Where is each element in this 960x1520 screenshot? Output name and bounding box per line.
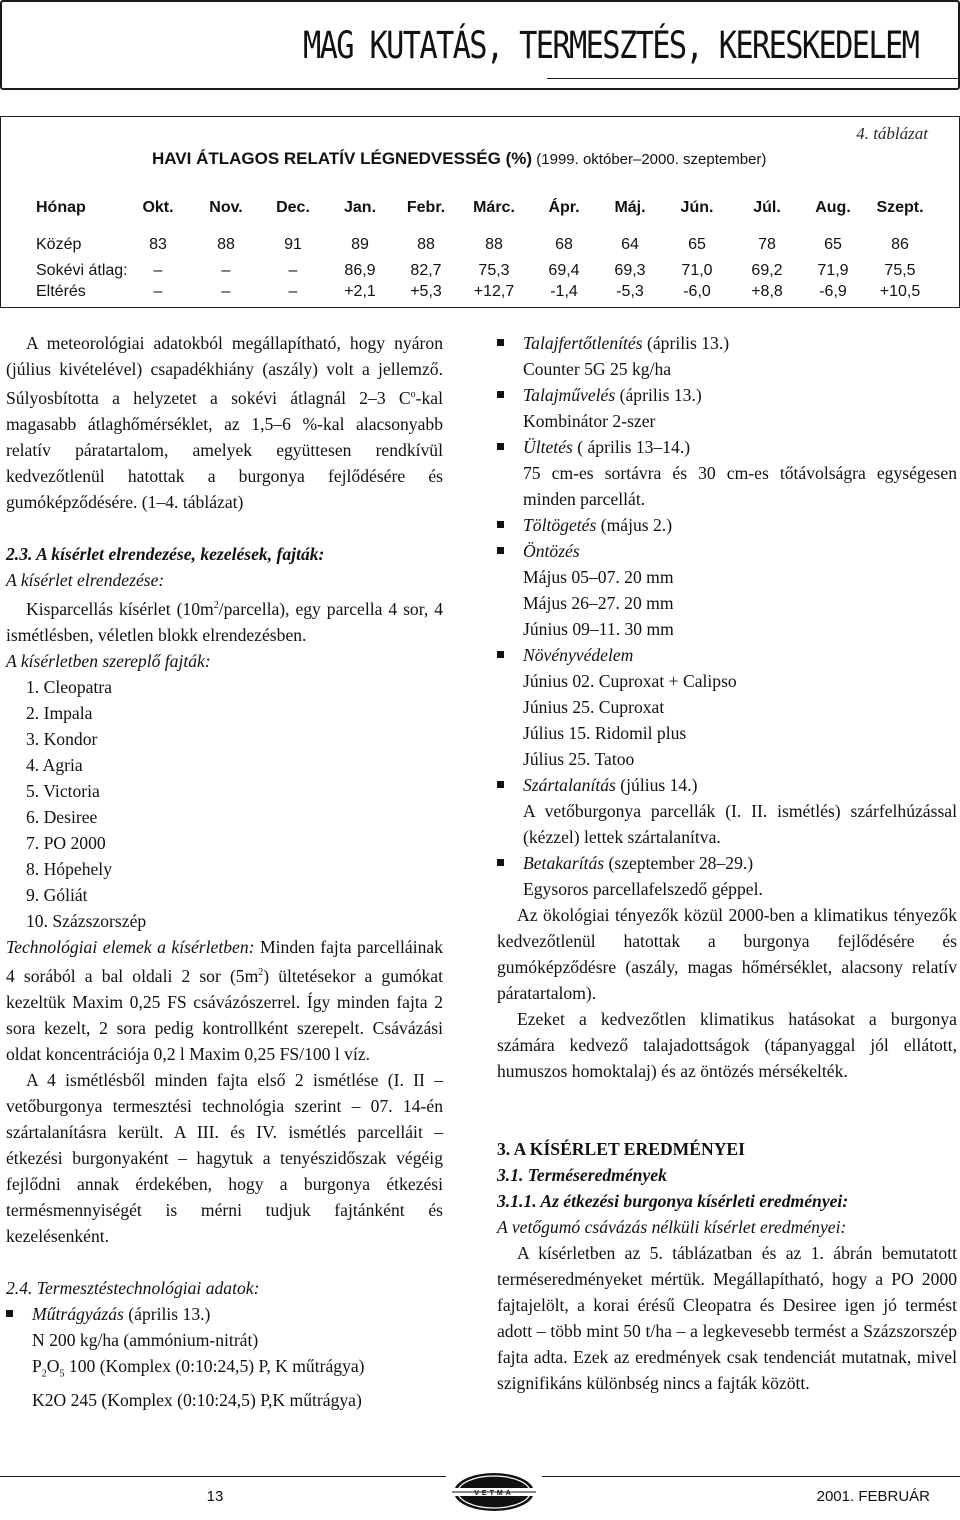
list-item: 1. Cleopatra [26, 676, 112, 697]
inline-label: Technológiai elemek a kísérletben: [6, 936, 255, 957]
table-cell: – [221, 283, 231, 300]
page-number: 13 [206, 1488, 224, 1505]
table-cell: 83 [149, 236, 167, 253]
list-item: 3. Kondor [26, 728, 98, 749]
item-date: (május 2.) [596, 515, 673, 535]
technology-list [497, 330, 957, 902]
table-cell: 89 [351, 236, 369, 253]
spacer [497, 1084, 957, 1110]
table-header-cell: Jan. [343, 199, 377, 216]
detail-line [6, 1353, 443, 1388]
subheading-layout: A kísérlet elrendezése: [6, 569, 165, 590]
table-cell: 75,3 [478, 262, 510, 279]
table-cell: 82,7 [410, 262, 442, 279]
table-header-cell: Jún. [680, 199, 714, 216]
table-cell: 65 [688, 236, 706, 253]
table-header-cell: Hónap [36, 199, 86, 216]
spacer [6, 515, 443, 541]
header-rule [547, 78, 960, 79]
table-cell: 69,4 [548, 262, 580, 279]
superscript: 2 [258, 966, 264, 978]
item-date: ( április 13–14.) [572, 437, 691, 457]
table-header-cell: Júl. [753, 199, 781, 216]
left-column [6, 330, 443, 1413]
paragraph-technology [6, 934, 443, 1067]
table-cell: -6,9 [819, 283, 847, 300]
issue-date: 2001. FEBRUÁR [816, 1488, 930, 1505]
list-item: 10. Százszorszép [26, 910, 147, 931]
table-cell: 75,5 [884, 262, 916, 279]
vetma-logo-icon [446, 1470, 542, 1514]
paragraph-replications: A 4 ismétlésből minden fajta első 2 ismétlése (I. II – vetőburgonya termesztési technológia szerint – 07. 14-én szártalanításra került. A III. és IV. ismétlés parcelláit – étkezési burgonyaként – hagytuk a tenyészidőszak végéig fejlődni annak érdekében, hogy a burgonya étkezési termésmennyiségét is mérni tudjuk fajtánként és kezelésenként. [6, 1069, 443, 1246]
logo-text: VETMA [474, 1490, 514, 1497]
table-cell: 91 [284, 236, 302, 253]
list-item [6, 1301, 443, 1327]
text-span: ) ültetésekor a gumókat kezeltük Maxim 0,25 FS csávázószerrel. Így minden fajta 2 sora kezelt, 2 sora pedig kontrollként szerepelt. Csávázási oldat koncentrációja 0,2 l Maxim 0,25 FS/100 l víz. [6, 965, 443, 1064]
table-cell: +10,5 [879, 283, 921, 300]
table-cell: – [221, 262, 231, 279]
table-cell: 65 [824, 236, 842, 253]
table-cell: -1,4 [550, 283, 578, 300]
table-row [0, 236, 960, 258]
table-row [0, 262, 960, 284]
section-heading-3-1-1: 3.1.1. Az étkezési burgonya kísérleti eredményei: [497, 1191, 849, 1211]
table-cell: 69,2 [751, 262, 783, 279]
paragraph-ecology: Az ökológiai tényezők közül 2000-ben a klimatikus tényezők kedvezőtlenül hatottak a burgonya fejlődésére és gumóképződésre (aszály, magas hőmérséklet, alacsony relatív páratartalom). [497, 905, 957, 1003]
list-item [497, 642, 957, 668]
item-label: Növényvédelem [523, 645, 634, 665]
section-heading-2-3: 2.3. A kísérlet elrendezése, kezelések, fajták: [6, 543, 325, 564]
table-cell: 68 [555, 236, 573, 253]
table-cell: 86,9 [344, 262, 376, 279]
item-label: Töltögetés [523, 515, 597, 535]
paragraph-layout [6, 593, 443, 648]
detail-line: Június 09–11. 30 mm [523, 619, 674, 639]
row-label: Sokévi átlag: [36, 262, 128, 279]
detail-line: K2O 245 (Komplex (0:10:24,5) P,K műtrágya) [32, 1390, 362, 1411]
table-cell: 64 [621, 236, 639, 253]
detail-line: Július 15. Ridomil plus [523, 723, 687, 743]
section-heading-3: 3. A KÍSÉRLET EREDMÉNYEI [497, 1139, 746, 1159]
list-item [497, 512, 957, 538]
item-label: Öntözés [523, 541, 580, 561]
section-heading-3-1: 3.1. Terméseredmények [497, 1165, 667, 1185]
detail-line: A vetőburgonya parcellák (I. II. ismétlés) szárfelhúzással (kézzel) lettek szártalanítva. [523, 801, 957, 847]
table-cell: – [153, 262, 163, 279]
row-label: Eltérés [36, 283, 86, 300]
paragraph-weather [6, 330, 443, 515]
table-cell: – [288, 262, 298, 279]
spacer [497, 1110, 957, 1136]
table-cell: +5,3 [410, 283, 442, 300]
list-item: 4. Agria [26, 754, 83, 775]
table-cell: – [288, 283, 298, 300]
text-span: A meteorológiai adatokból megállapítható, hogy nyáron (július kivételével) csapadékhiány (aszály) volt a jellemző. Súlyosbította a helyzetet a sokévi átlagnál 2–3 C [6, 333, 443, 408]
item-date: (szeptember 28–29.) [604, 853, 754, 873]
detail-line: Június 25. Cuproxat [523, 697, 665, 717]
item-label: Talajfertőtlenítés [523, 333, 643, 353]
subheading-varieties: A kísérletben szereplő fajták: [6, 650, 211, 671]
item-label: Szártalanítás [523, 775, 616, 795]
item-date: (április 13.) [615, 385, 702, 405]
list-item [497, 382, 957, 408]
table-header-cell: Szept. [876, 199, 924, 216]
table-cell: 88 [417, 236, 435, 253]
table-number: 4. táblázat [856, 124, 928, 143]
detail-line: Egysoros parcellafelszedő géppel. [523, 879, 763, 899]
table-row [0, 283, 960, 305]
item-label: Talajművelés [523, 385, 616, 405]
table-cell: 69,3 [614, 262, 646, 279]
list-item [497, 330, 957, 356]
superscript: 2 [213, 599, 219, 611]
list-item: 7. PO 2000 [26, 832, 106, 853]
table-cell: 86 [891, 236, 909, 253]
list-item [497, 538, 957, 564]
item-label: Betakarítás [523, 853, 605, 873]
list-item [497, 772, 957, 798]
list-item: 9. Góliát [26, 884, 88, 905]
item-label: Műtrágyázás [32, 1303, 124, 1324]
detail-line: Július 25. Tatoo [523, 749, 635, 769]
list-item: 2. Impala [26, 702, 93, 723]
table-header-cell: Márc. [473, 199, 515, 216]
table-cell: +2,1 [344, 283, 376, 300]
superscript: o [410, 389, 416, 400]
table-header-cell: Máj. [614, 199, 646, 216]
item-label: Ültetés [523, 437, 573, 457]
journal-title: MAG KUTATÁS, TERMESZTÉS, KERESKEDELEM [302, 24, 918, 67]
text-span: O [46, 1355, 60, 1376]
table-cell: 71,9 [817, 262, 849, 279]
row-label: Közép [36, 236, 82, 253]
table-header-cell: Aug. [815, 199, 851, 216]
table-header-cell: Ápr. [548, 199, 580, 216]
detail-line: N 200 kg/ha (ammónium-nitrát) [32, 1329, 259, 1350]
table-title [152, 149, 832, 169]
text-span: 100 (Komplex (0:10:24,5) P, K műtrágya) [64, 1355, 365, 1376]
table-cell: 71,0 [681, 262, 713, 279]
table-cell: – [153, 283, 163, 300]
detail-line: Június 02. Cuproxat + Calipso [523, 671, 737, 691]
list-item: 5. Victoria [26, 780, 100, 801]
table-cell: 88 [485, 236, 503, 253]
spacer [6, 1249, 443, 1275]
table-title-period: (1999. október–2000. szeptember) [536, 151, 767, 168]
list-item: 8. Hópehely [26, 858, 112, 879]
table-cell: +8,8 [751, 283, 783, 300]
text-span: P [32, 1355, 42, 1376]
list-item [497, 850, 957, 876]
list-item: 6. Desiree [26, 806, 98, 827]
detail-line: Május 26–27. 20 mm [523, 593, 674, 613]
text-span: -kal magasabb átlaghőmérséklet, az 1,5–6 %-kal alacsonyabb relatív páratartalom, amelyek együttesen rendkívül kedvezőtlenül hatottak a burgonya fejlődésére és gumóképződésére. (1–4. táblázat) [6, 387, 443, 512]
text-span: Minden fajta parcelláinak 4 sorából a bal oldali 2 sor (5m [6, 936, 443, 986]
table-cell: -5,3 [616, 283, 644, 300]
text-span: /parcella), egy parcella 4 sor, 4 ismétlésben, véletlen blokk elrendezésben. [6, 598, 443, 645]
table-header-cell: Dec. [276, 199, 310, 216]
detail-line: Counter 5G 25 kg/ha [523, 359, 672, 379]
table-header-cell: Okt. [142, 199, 174, 216]
table-header-row [0, 199, 960, 221]
item-date: (április 13.) [123, 1303, 211, 1324]
section-heading-2-4: 2.4. Termesztéstechnológiai adatok: [6, 1277, 260, 1298]
paragraph-soil: Ezeket a kedvezőtlen klimatikus hatásokat a burgonya számára kedvező talajadottságok (tápanyaggal jól ellátott, humuszos homoktalaj) és az öntözés mérsékelték. [497, 1009, 957, 1081]
table-cell: 88 [217, 236, 235, 253]
paragraph-results: A kísérletben az 5. táblázatban és az 1. ábrán bemutatott terméseredményeket mértük. Megállapítható, hogy a PO 2000 fajtajelölt, a korai érésű Cleopatra és Desiree igen jó termést adott – több mint 50 t/ha – a legkevesebb termést a Százszorszép fajta adta. Ezek az eredmények csak tendenciát mutatnak, mivel szignifikáns különbség nincs a fajták között. [497, 1243, 957, 1393]
variety-list [6, 674, 443, 934]
table-cell: -6,0 [683, 283, 711, 300]
table-cell: 78 [758, 236, 776, 253]
subscript: 2 [41, 1368, 47, 1380]
table-title-main: HAVI ÁTLAGOS RELATÍV LÉGNEDVESSÉG (%) [152, 149, 533, 168]
item-date: (április 13.) [642, 333, 730, 353]
table-header-cell: Nov. [209, 199, 243, 216]
item-date: (július 14.) [615, 775, 698, 795]
table-header-cell: Febr. [406, 199, 446, 216]
list-item [497, 434, 957, 460]
detail-line: 75 cm-es sortávra és 30 cm-es tőtávolságra egységesen minden parcellát. [523, 463, 957, 509]
right-column [497, 330, 957, 1396]
detail-line: Kombinátor 2-szer [523, 411, 656, 431]
text-span: Kisparcellás kísérlet (10m [26, 598, 214, 619]
subheading-results: A vetőgumó csávázás nélküli kísérlet eredményei: [497, 1217, 847, 1237]
header-box [0, 0, 960, 90]
detail-line: Május 05–07. 20 mm [523, 567, 674, 587]
table-cell: +12,7 [473, 283, 515, 300]
subscript: 5 [59, 1368, 65, 1380]
